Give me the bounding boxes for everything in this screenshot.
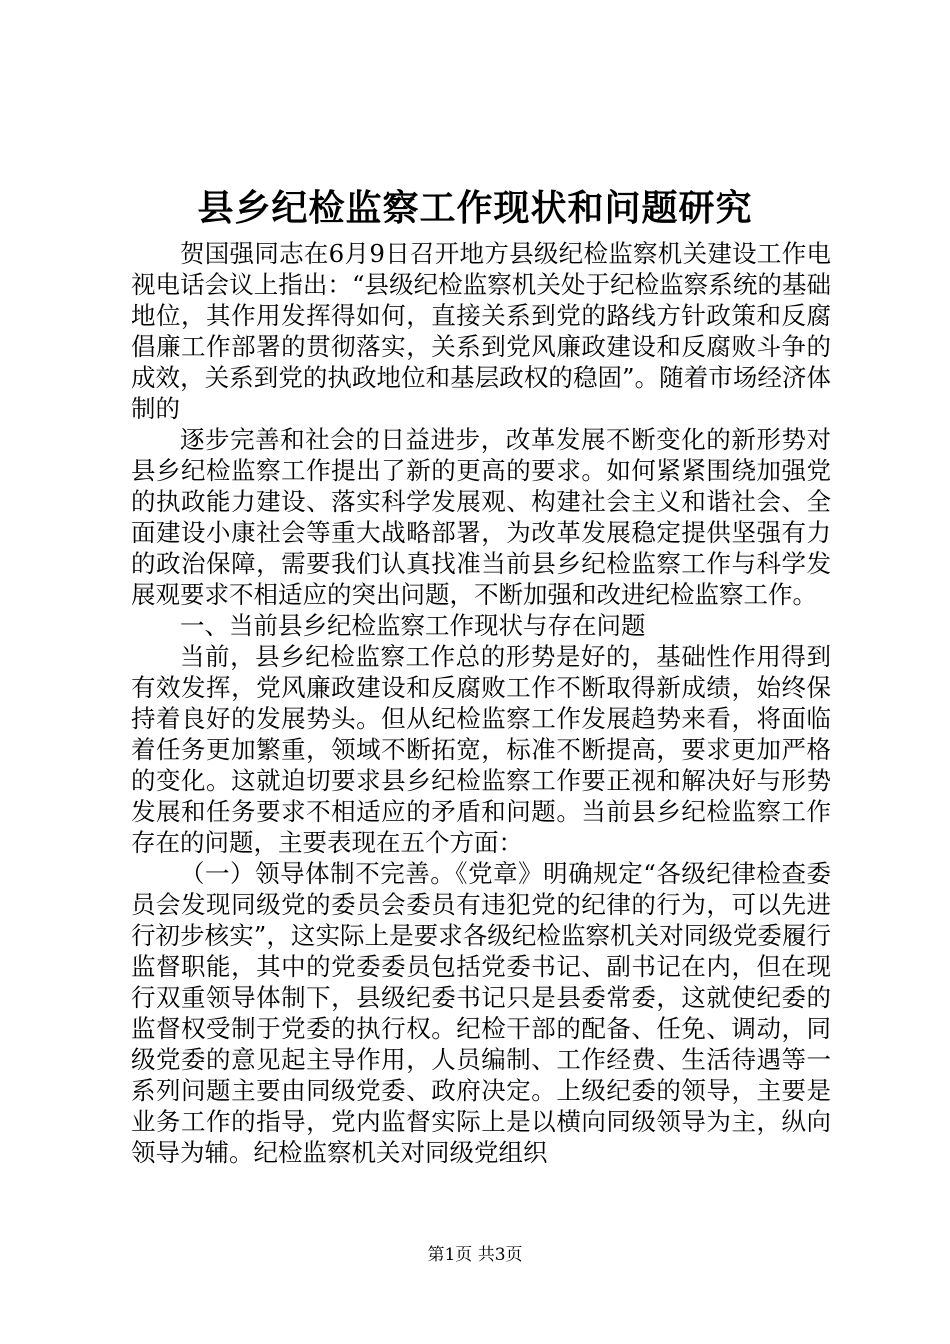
document-body bbox=[131, 238, 831, 1168]
paragraph-current-situation: 当前，县乡纪检监察工作总的形势是好的，基础性作用得到有效发挥，党风廉政建设和反腐败工作不断取得新成绩，始终保持着良好的发展势头。但从纪检监察工作发展趋势来看，将面临着任务更加繁重，领域不断拓宽，标准不断提高，要求更加严格的变化。这就迫切要求县乡纪检监察工作要正视和解决好与形势发展和任务要求不相适应的矛盾和问题。当前县乡纪检监察工作存在的问题，主要表现在五个方面： bbox=[131, 642, 831, 857]
page-footer: 第1页 共3页 bbox=[427, 1245, 523, 1265]
paragraph-leadership-system: （一）领导体制不完善。《党章》明确规定“各级纪律检查委员会发现同级党的委员会委员有违犯党的纪律的行为，可以先进行初步核实”，这实际上是要求各级纪检监察机关对同级党委履行监督职能，其中的党委委员包括党委书记、副书记在内，但在现行双重领导体制下，县级纪委书记只是县委常委，这就使纪委的监督权受制于党委的执行权。纪检干部的配备、任免、调动，同级党委的意见起主导作用，人员编制、工作经费、生活待遇等一系列问题主要由同级党委、政府决定。上级纪委的领导，主要是业务工作的指导，党内监督实际上是以横向同级领导为主，纵向领导为辅。纪检监察机关对同级党组织 bbox=[131, 859, 831, 1167]
paragraph-continuation: 逐步完善和社会的日益进步，改革发展不断变化的新形势对县乡纪检监察工作提出了新的更高的要求。如何紧紧围绕加强党的执政能力建设、落实科学发展观、构建社会主义和谐社会、全面建设小康社会等重大战略部署，为改革发展稳定提供坚强有力的政治保障，需要我们认真找准当前县乡纪检监察工作与科学发展观要求不相适应的突出问题，不断加强和改进纪检监察工作。 bbox=[131, 425, 831, 609]
paragraph-intro: 贺国强同志在6月9日召开地方县级纪检监察机关建设工作电视电话会议上指出：“县级纪检监察机关处于纪检监察系统的基础地位，其作用发挥得如何，直接关系到党的路线方针政策和反腐倡廉工作部署的贯彻落实，关系到党风廉政建设和反腐败斗争的成效，关系到党的执政地位和基层政权的稳固”。随着市场经济体制的 bbox=[131, 239, 831, 423]
document-title: 县乡纪检监察工作现状和问题研究 bbox=[197, 187, 753, 229]
section-heading-1: 一、当前县乡纪检监察工作现状与存在问题 bbox=[180, 611, 646, 640]
